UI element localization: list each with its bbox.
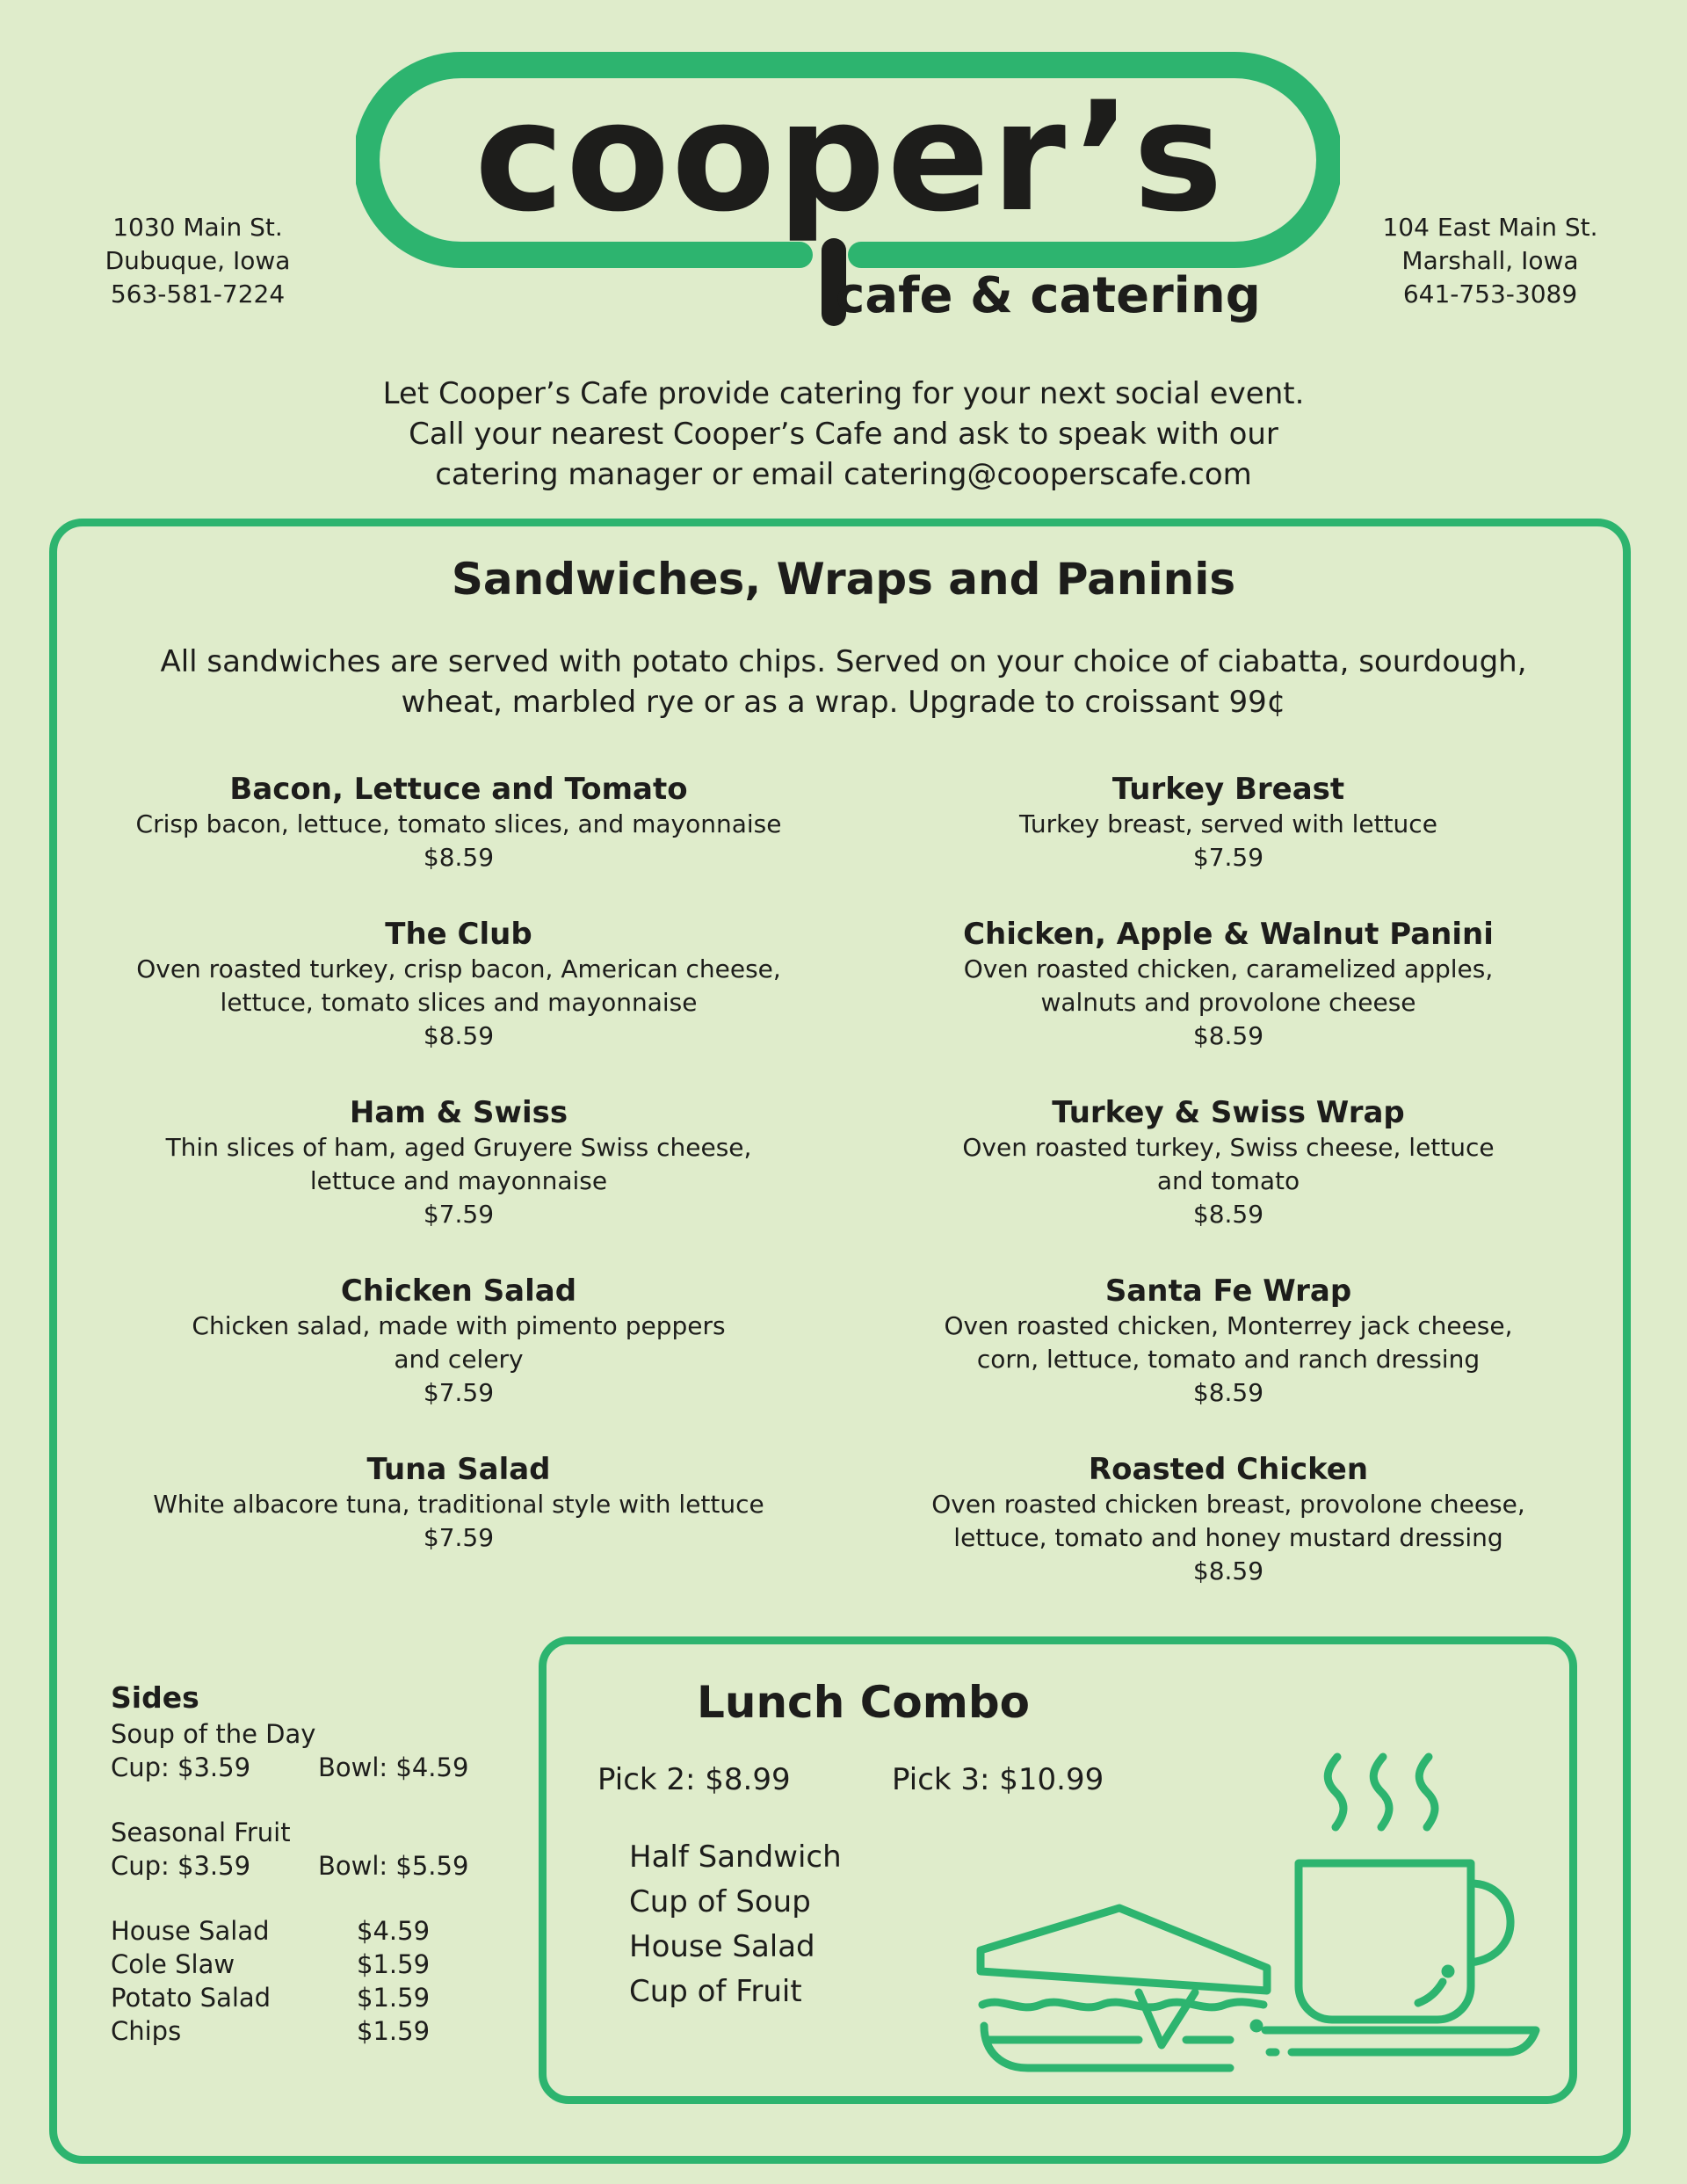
steam-line-icon xyxy=(1328,1757,1343,1827)
menu-item-tuna-salad xyxy=(63,1451,854,1555)
item-desc: White albacore tuna, traditional style with lettuce xyxy=(153,1490,764,1519)
side-item xyxy=(111,1914,515,1948)
steam-line-icon xyxy=(1373,1757,1389,1827)
location-street: 104 East Main St. xyxy=(1382,213,1598,242)
saucer-icon xyxy=(1265,2030,1536,2052)
menu-item-santa-fe-wrap xyxy=(833,1273,1624,1410)
location-city: Marshall, Iowa xyxy=(1401,246,1579,275)
side-item-name: Cole Slaw xyxy=(111,1949,235,1979)
item-name: Turkey & Swiss Wrap xyxy=(1052,1095,1405,1130)
item-price: $8.59 xyxy=(1192,1021,1264,1050)
combo-option: Cup of Soup xyxy=(629,1884,811,1919)
item-price: $8.59 xyxy=(1192,1200,1264,1229)
item-price: $8.59 xyxy=(1192,1378,1264,1407)
cup-shine-icon xyxy=(1418,1982,1443,2003)
side-item-name: House Salad xyxy=(111,1916,270,1946)
item-desc: Chicken salad, made with pimento peppers xyxy=(192,1311,726,1340)
item-desc: Oven roasted chicken, caramelized apples, xyxy=(963,954,1494,983)
logo-wordmark: cooper’s xyxy=(474,69,1225,245)
item-name: Roasted Chicken xyxy=(1088,1452,1369,1487)
menu-item-roasted-chicken xyxy=(833,1451,1624,1588)
lunch-combo-title: Lunch Combo xyxy=(697,1677,1030,1728)
item-price: $8.59 xyxy=(1192,1556,1264,1585)
location-phone[interactable]: 641-753-3089 xyxy=(1402,279,1578,308)
item-price: $7.59 xyxy=(423,1523,495,1552)
side-item-price: $1.59 xyxy=(357,1983,431,2013)
item-desc: and celery xyxy=(394,1345,524,1374)
item-name: Chicken, Apple & Walnut Panini xyxy=(963,917,1494,952)
side-item-name: Potato Salad xyxy=(111,1983,272,2013)
combo-pick-2-price: Pick 2: $8.99 xyxy=(597,1762,791,1797)
side-item xyxy=(111,1981,515,2014)
cup-shine-dot-icon xyxy=(1445,1969,1451,1974)
coopers-logo xyxy=(356,48,1340,343)
item-desc: walnuts and provolone cheese xyxy=(1040,988,1416,1017)
item-desc: Oven roasted chicken, Monterrey jack cheese, xyxy=(944,1311,1513,1340)
side-fruit-cup: Cup: $3.59 xyxy=(111,1851,251,1881)
item-desc: and tomato xyxy=(1156,1166,1300,1195)
item-desc: Turkey breast, served with lettuce xyxy=(1019,809,1437,838)
menu-item-ham-swiss xyxy=(63,1094,854,1231)
item-price: $7.59 xyxy=(1192,843,1264,872)
item-desc: Thin slices of ham, aged Gruyere Swiss cheese, xyxy=(165,1133,752,1162)
intro-line[interactable]: catering manager or email catering@cooperscafe.com xyxy=(435,457,1252,492)
side-soup-bowl: Bowl: $4.59 xyxy=(318,1752,469,1782)
item-desc: Crisp bacon, lettuce, tomato slices, and mayonnaise xyxy=(135,809,782,838)
item-price: $8.59 xyxy=(423,843,495,872)
combo-option: Cup of Fruit xyxy=(629,1974,802,2009)
side-soup-name: Soup of the Day xyxy=(111,1719,316,1749)
sandwich-filling-icon xyxy=(982,2002,1263,2007)
side-item-price: $1.59 xyxy=(357,2016,431,2046)
combo-pick-3-price: Pick 3: $10.99 xyxy=(892,1762,1104,1797)
location-marshall xyxy=(1350,211,1631,311)
menu-item-chicken-salad xyxy=(63,1273,854,1410)
side-item-name: Chips xyxy=(111,2016,182,2046)
description-line: wheat, marbled rye or as a wrap. Upgrade to croissant 99¢ xyxy=(401,685,1286,720)
sides-title: Sides xyxy=(111,1680,199,1715)
menu-item-blt xyxy=(63,771,854,874)
side-item xyxy=(111,2014,515,2048)
item-desc: corn, lettuce, tomato and ranch dressing xyxy=(976,1345,1481,1374)
cup-body-icon xyxy=(1299,1863,1471,2020)
item-desc: lettuce and mayonnaise xyxy=(309,1166,608,1195)
combo-option: House Salad xyxy=(629,1929,815,1964)
sandwiches-description xyxy=(97,642,1590,722)
intro-line: Call your nearest Cooper’s Cafe and ask to speak with our xyxy=(409,417,1278,452)
menu-item-chicken-apple-walnut-panini xyxy=(833,916,1624,1053)
combo-options xyxy=(629,1835,842,2014)
logo-tagline: cafe & catering xyxy=(836,267,1261,324)
menu-item-turkey-swiss-wrap xyxy=(833,1094,1624,1231)
item-name: Santa Fe Wrap xyxy=(1104,1273,1352,1309)
location-street: 1030 Main St. xyxy=(112,213,283,242)
intro-line: Let Cooper’s Cafe provide catering for your next social event. xyxy=(382,376,1305,411)
item-price: $7.59 xyxy=(423,1200,495,1229)
item-name: Turkey Breast xyxy=(1111,772,1345,807)
item-desc: lettuce, tomato slices and mayonnaise xyxy=(220,988,698,1017)
menu-item-turkey-breast xyxy=(833,771,1624,874)
description-line: All sandwiches are served with potato chips. Served on your choice of ciabatta, sourdough, xyxy=(160,644,1527,679)
item-name: Tuna Salad xyxy=(366,1452,551,1487)
sandwiches-title: Sandwiches, Wraps and Paninis xyxy=(451,554,1236,605)
steam-line-icon xyxy=(1419,1757,1435,1827)
side-soup-cup: Cup: $3.59 xyxy=(111,1752,251,1782)
sides-section xyxy=(111,1679,515,2048)
side-item-price: $1.59 xyxy=(357,1949,431,1979)
item-price: $8.59 xyxy=(423,1021,495,1050)
side-fruit-name: Seasonal Fruit xyxy=(111,1818,291,1847)
combo-option: Half Sandwich xyxy=(629,1839,842,1875)
sandwich-top-bread-icon xyxy=(981,1908,1267,1991)
item-desc: Oven roasted turkey, crisp bacon, American cheese, xyxy=(136,954,781,983)
sandwich-and-coffee-cup-icon xyxy=(967,1736,1546,2087)
cup-handle-icon xyxy=(1471,1883,1510,1963)
item-name: Ham & Swiss xyxy=(349,1095,568,1130)
item-desc: Oven roasted turkey, Swiss cheese, lettuce xyxy=(962,1133,1495,1162)
item-name: Bacon, Lettuce and Tomato xyxy=(229,772,688,807)
catering-intro xyxy=(228,374,1459,495)
side-item-price: $4.59 xyxy=(357,1916,431,1946)
item-price: $7.59 xyxy=(423,1378,495,1407)
location-city: Dubuque, Iowa xyxy=(105,246,291,275)
side-item xyxy=(111,1948,515,1981)
item-desc: lettuce, tomato and honey mustard dressing xyxy=(953,1523,1503,1552)
sandwich-dot-icon xyxy=(1254,2023,1259,2028)
side-fruit-bowl: Bowl: $5.59 xyxy=(318,1851,469,1881)
item-desc: Oven roasted chicken breast, provolone cheese, xyxy=(931,1490,1525,1519)
side-soup-prices xyxy=(111,1751,515,1784)
item-name: The Club xyxy=(385,917,532,952)
sandwich-bottom-bread-icon xyxy=(984,2026,1230,2068)
side-fruit-prices xyxy=(111,1849,515,1883)
location-dubuque xyxy=(57,211,338,311)
location-phone[interactable]: 563-581-7224 xyxy=(110,279,286,308)
item-name: Chicken Salad xyxy=(340,1273,577,1309)
menu-item-the-club xyxy=(63,916,854,1053)
